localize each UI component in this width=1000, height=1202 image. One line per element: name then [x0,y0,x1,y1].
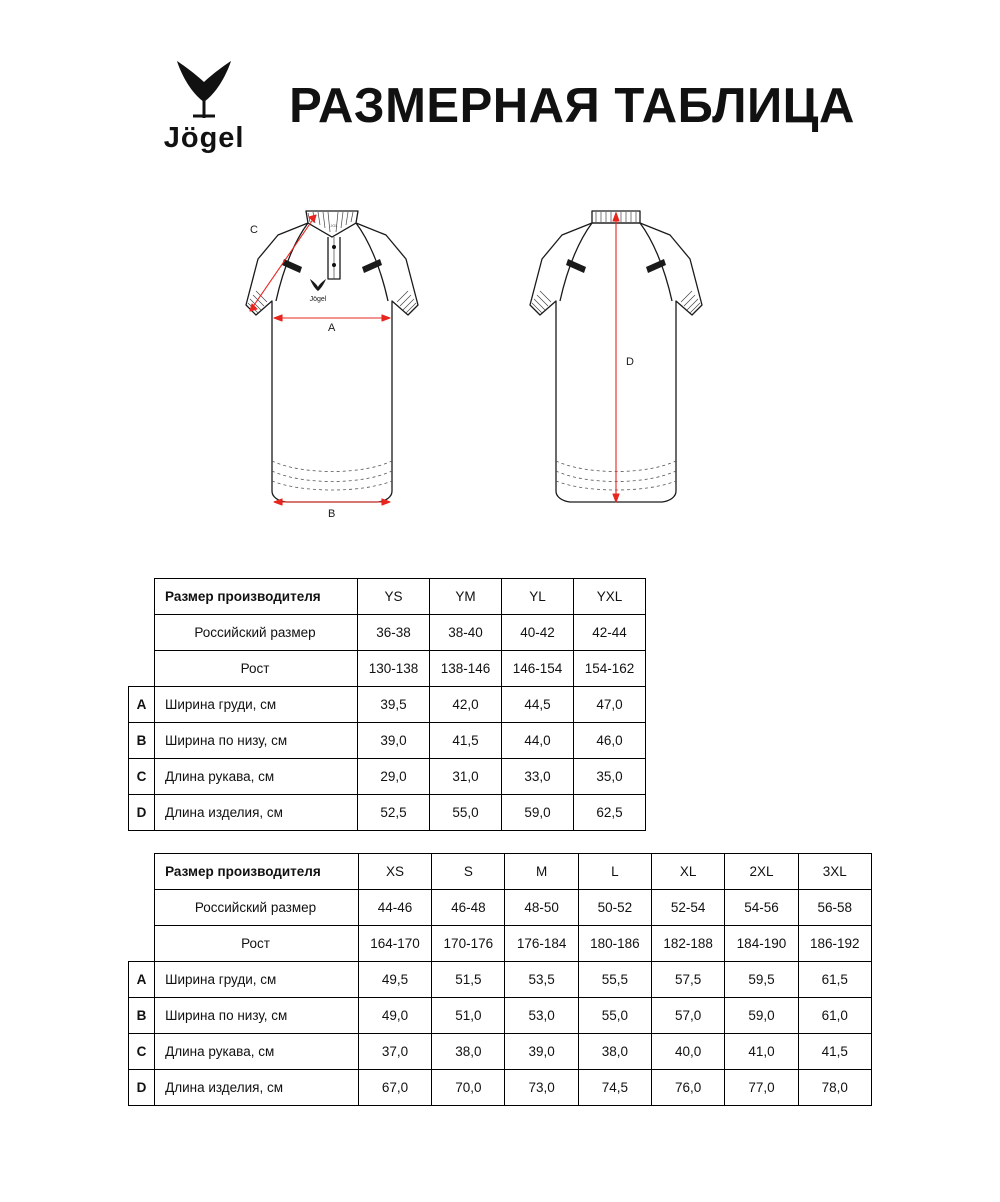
row-letter: C [129,759,155,795]
svg-text:JGL: JGL [330,223,338,228]
size-header: XL [652,854,725,890]
cell: 46-48 [432,890,505,926]
cell: 38,0 [578,1034,651,1070]
cell: 59,0 [502,795,574,831]
row-letter: D [129,795,155,831]
cell: 44,0 [502,723,574,759]
size-header: YS [358,579,430,615]
row-label: Рост [155,926,359,962]
table-row [129,615,646,651]
chest-logo-text: Jögel [309,296,327,303]
row-letter [129,615,155,651]
cell: 170-176 [432,926,505,962]
cell: 38-40 [430,615,502,651]
size-header: YL [502,579,574,615]
row-letter [129,651,155,687]
corner-cell [129,854,155,890]
cell: 44-46 [358,890,431,926]
cell: 29,0 [358,759,430,795]
cell: 78,0 [798,1070,871,1106]
cell: 48-50 [505,890,578,926]
cell: 39,0 [505,1034,578,1070]
cell: 61,0 [798,998,871,1034]
cell: 46,0 [574,723,646,759]
size-tables [128,578,872,1106]
table-row [129,723,646,759]
row-label: Длина изделия, см [155,1070,359,1106]
cell: 39,5 [358,687,430,723]
cell: 61,5 [798,962,871,998]
label-d: D [626,356,634,368]
table-row [129,1034,872,1070]
cell: 40-42 [502,615,574,651]
size-header: 3XL [798,854,871,890]
row-letter: B [129,998,155,1034]
cell: 52,5 [358,795,430,831]
cell: 47,0 [574,687,646,723]
label-b: B [328,508,336,520]
label-a: A [328,322,336,334]
row-label: Длина изделия, см [155,795,358,831]
garment-diagram-svg [150,175,850,535]
table-row [129,890,872,926]
garment-diagram [0,175,1000,535]
cell: 57,0 [652,998,725,1034]
size-table-adult [128,853,872,1106]
cell: 55,0 [430,795,502,831]
cell: 53,5 [505,962,578,998]
front-view [246,211,418,502]
size-header: L [578,854,651,890]
size-table-youth [128,578,646,831]
row-label: Ширина груди, см [155,962,359,998]
cell: 154-162 [574,651,646,687]
table-header-row [129,854,872,890]
row-letter: A [129,687,155,723]
size-header: XS [358,854,431,890]
row-label: Ширина по низу, см [155,998,359,1034]
cell: 40,0 [652,1034,725,1070]
label-c: C [250,224,258,236]
cell: 77,0 [725,1070,798,1106]
cell: 42,0 [430,687,502,723]
cell: 51,5 [432,962,505,998]
cell: 56-58 [798,890,871,926]
cell: 57,5 [652,962,725,998]
cell: 146-154 [502,651,574,687]
brand-name: Jögel [163,122,245,154]
table-row [129,1070,872,1106]
cell: 41,5 [430,723,502,759]
cell: 54-56 [725,890,798,926]
table-row [129,926,872,962]
table-row [129,651,646,687]
size-header: S [432,854,505,890]
cell: 41,5 [798,1034,871,1070]
cell: 176-184 [505,926,578,962]
cell: 41,0 [725,1034,798,1070]
cell: 164-170 [358,926,431,962]
cell: 39,0 [358,723,430,759]
cell: 138-146 [430,651,502,687]
cell: 50-52 [578,890,651,926]
size-header: YM [430,579,502,615]
header-label: Размер производителя [155,854,359,890]
cell: 76,0 [652,1070,725,1106]
row-letter: B [129,723,155,759]
cell: 53,0 [505,998,578,1034]
cell: 70,0 [432,1070,505,1106]
jogel-mark-icon [171,58,237,120]
cell: 36-38 [358,615,430,651]
cell: 38,0 [432,1034,505,1070]
cell: 130-138 [358,651,430,687]
table-header-row [129,579,646,615]
row-label: Длина рукава, см [155,1034,359,1070]
row-letter: C [129,1034,155,1070]
corner-cell [129,579,155,615]
cell: 184-190 [725,926,798,962]
row-label: Рост [155,651,358,687]
table-row [129,998,872,1034]
brand-logo [145,58,263,153]
size-header: YXL [574,579,646,615]
size-header: 2XL [725,854,798,890]
row-label: Российский размер [155,890,359,926]
cell: 59,0 [725,998,798,1034]
cell: 35,0 [574,759,646,795]
cell: 51,0 [432,998,505,1034]
row-letter: A [129,962,155,998]
cell: 73,0 [505,1070,578,1106]
table-row [129,759,646,795]
cell: 49,5 [358,962,431,998]
size-header: M [505,854,578,890]
row-label: Длина рукава, см [155,759,358,795]
table-row [129,962,872,998]
cell: 62,5 [574,795,646,831]
cell: 186-192 [798,926,871,962]
cell: 49,0 [358,998,431,1034]
page-header [0,0,1000,153]
cell: 180-186 [578,926,651,962]
row-letter [129,926,155,962]
cell: 55,0 [578,998,651,1034]
cell: 67,0 [358,1070,431,1106]
header-label: Размер производителя [155,579,358,615]
cell: 59,5 [725,962,798,998]
cell: 52-54 [652,890,725,926]
table-row [129,687,646,723]
row-letter: D [129,1070,155,1106]
row-label: Ширина по низу, см [155,723,358,759]
cell: 44,5 [502,687,574,723]
row-label: Ширина груди, см [155,687,358,723]
cell: 37,0 [358,1034,431,1070]
page-title: РАЗМЕРНАЯ ТАБЛИЦА [289,78,855,133]
cell: 31,0 [430,759,502,795]
row-letter [129,890,155,926]
cell: 182-188 [652,926,725,962]
cell: 74,5 [578,1070,651,1106]
table-row [129,795,646,831]
row-label: Российский размер [155,615,358,651]
cell: 55,5 [578,962,651,998]
cell: 33,0 [502,759,574,795]
cell: 42-44 [574,615,646,651]
